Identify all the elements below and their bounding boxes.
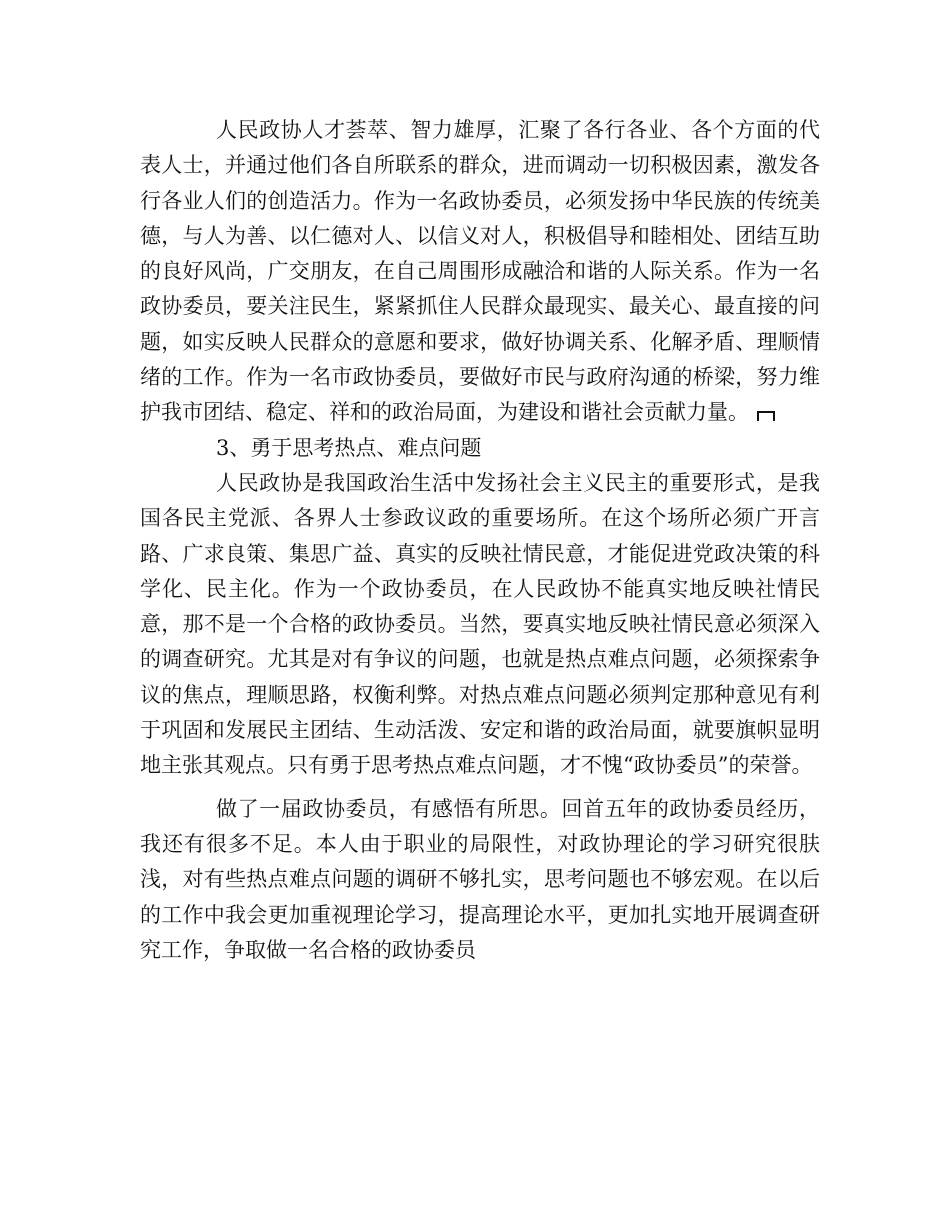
paragraph-3: 做了一届政协委员，有感悟有所思。回首五年的政协委员经历，我还有很多不足。本人由于职业的局限性，对政协理论的学习研究很肤浅，对有些热点难点问题的调研不够扎实，思考问题也不够宏观。在以后的工作中我会更加重视理论学习，提高理论水平，更加扎实地开展调查研究工作，争取做一名合格的政协委员: [140, 796, 820, 962]
document-body: [140, 113, 820, 968]
section-heading-3: 3、勇于思考热点、难点问题: [216, 435, 482, 460]
paragraph-1: [140, 113, 820, 431]
paragraph-1-text: 人民政协人才荟萃、智力雄厚，汇聚了各行各业、各个方面的代表人士，并通过他们各自所联系的群众，进而调动一切积极因素，激发各行各业人们的创造活力。作为一名政协委员，必须发扬中华民族的传统美德，与人为善、以仁德对人、以信义对人，积极倡导和睦相处、团结互助的良好风尚，广交朋友，在自己周围形成融洽和谐的人际关系。作为一名政协委员，要关注民生，紧紧抓住人民群众最现实、最关心、最直接的问题，如实反映人民群众的意愿和要求，做好协调关系、化解矛盾、理顺情绪的工作。作为一名市政协委员，要做好市民与政府沟通的桥梁，努力维护我市团结、稳定、祥和的政治局面，为建设和谐社会贡献力量。: [140, 118, 820, 425]
paragraph-2: 人民政协是我国政治生活中发扬社会主义民主的重要形式，是我国各民主党派、各界人士参政议政的重要场所。在这个场所必须广开言路、广求良策、集思广益、真实的反映社情民意，才能促进党政决策的科学化、民主化。作为一个政协委员，在人民政协不能真实地反映社情民意，那不是一个合格的政协委员。当然，要真实地反映社情民意必须深入的调查研究。尤其是对有争议的问题，也就是热点难点问题，必须探索争议的焦点，理顺思路，权衡利弊。对热点难点问题必须判定那种意见有利于巩固和发展民主团结、生动活泼、安定和谐的政治局面，就要旗帜显明地主张其观点。只有勇于思考热点难点问题，才不愧“政协委员”的荣誉。: [140, 470, 820, 778]
paragraph-end-mark-icon: [757, 411, 775, 421]
